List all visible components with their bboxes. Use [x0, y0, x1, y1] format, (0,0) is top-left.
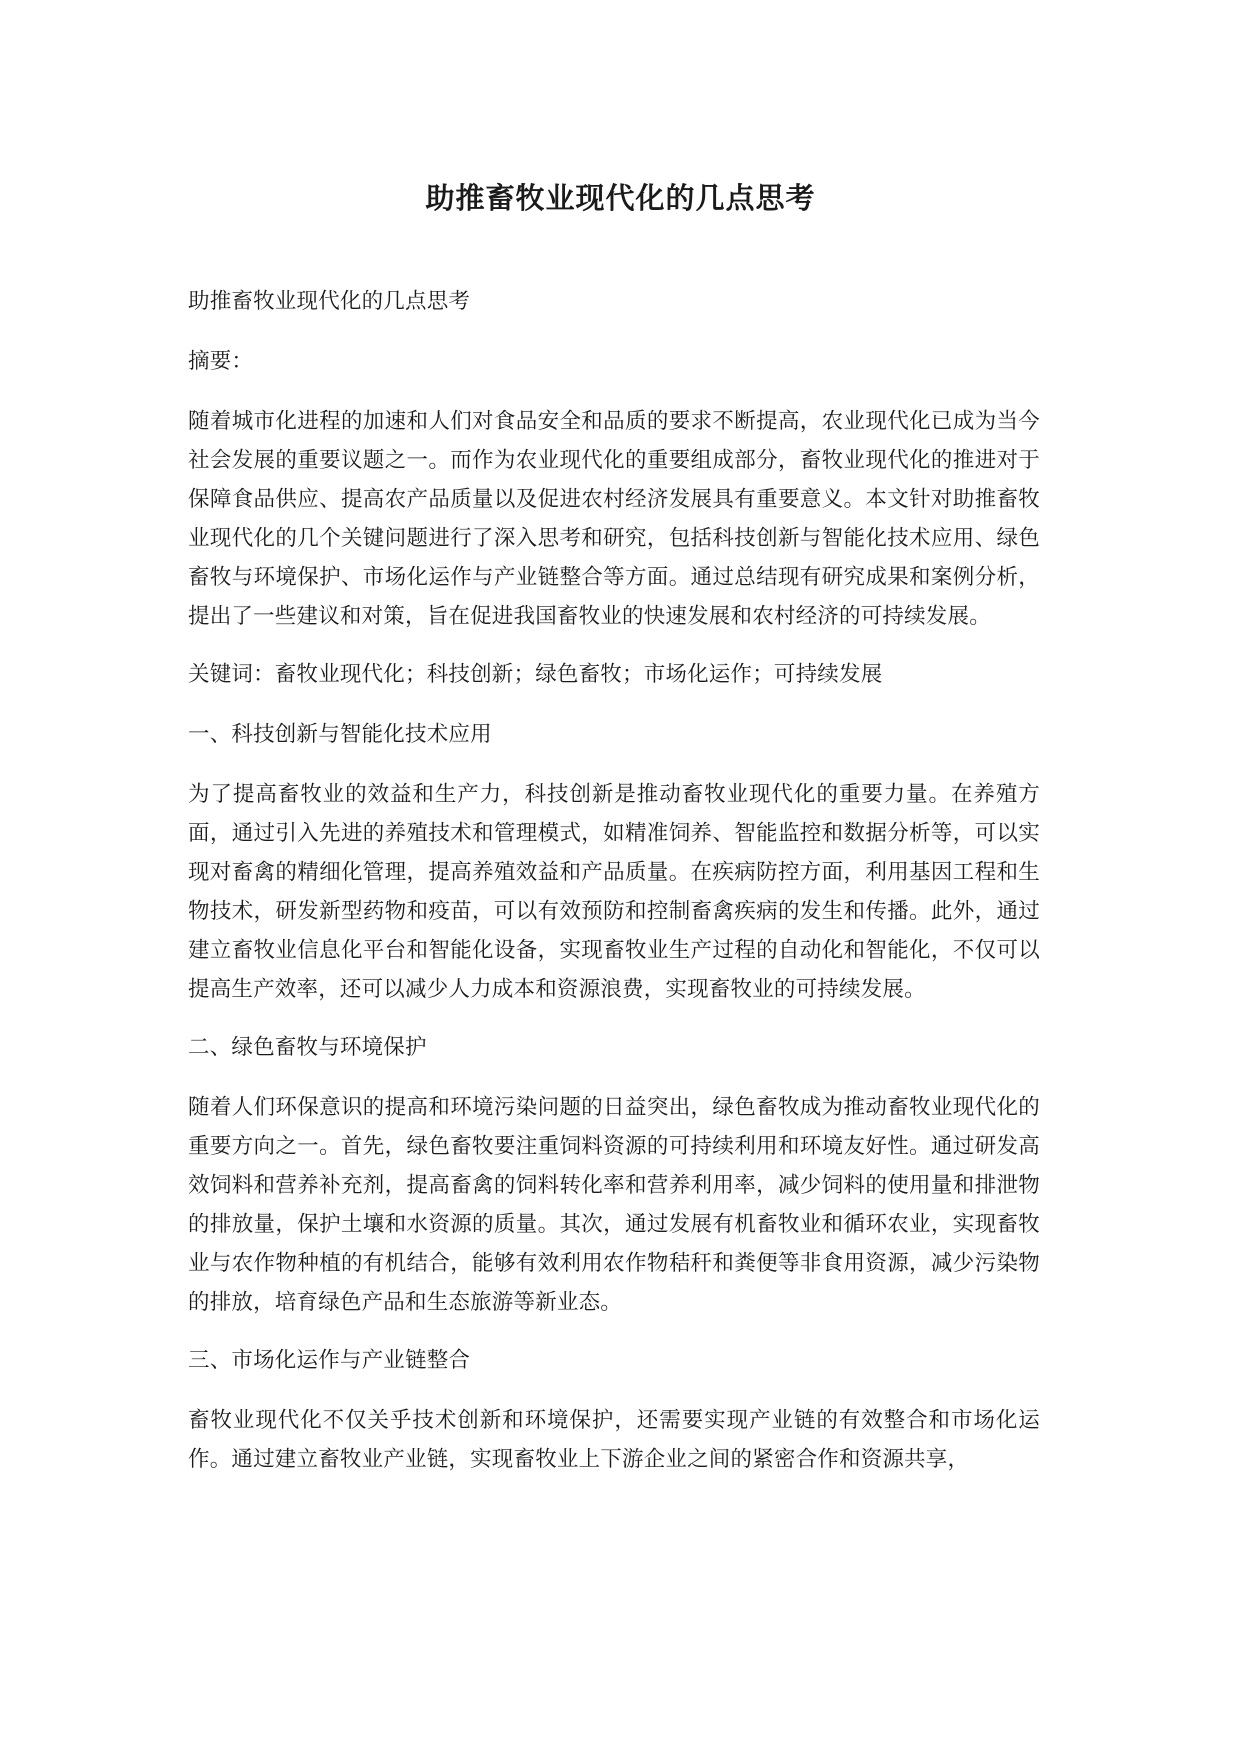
section-body-3: 畜牧业现代化不仅关乎技术创新和环境保护，还需要实现产业链的有效整合和市场化运作。通过建立畜牧业产业链，实现畜牧业上下游企业之间的紧密合作和资源共享， — [188, 1408, 1040, 1472]
abstract-label: 摘要： — [188, 349, 254, 374]
keywords-line: 关键词：畜牧业现代化；科技创新；绿色畜牧；市场化运作；可持续发展 — [188, 662, 883, 687]
abstract-paragraph: 随着城市化进程的加速和人们对食品安全和品质的要求不断提高，农业现代化已成为当今社会发展的重要议题之一。而作为农业现代化的重要组成部分，畜牧业现代化的推进对于保障食品供应、提高农产品质量以及促进农村经济发展具有重要意义。本文针对助推畜牧业现代化的几个关键问题进行了深入思考和研究，包括科技创新与智能化技术应用、绿色畜牧与环境保护、市场化运作与产业链整合等方面。通过总结现有研究成果和案例分析，提出了一些建议和对策，旨在促进我国畜牧业的快速发展和农村经济的可持续发展。 — [188, 409, 1040, 629]
section-body-2: 随着人们环保意识的提高和环境污染问题的日益突出，绿色畜牧成为推动畜牧业现代化的重要方向之一。首先，绿色畜牧要注重饲料资源的可持续利用和环境友好性。通过研发高效饲料和营养补充剂，提高畜禽的饲料转化率和营养利用率，减少饲料的使用量和排泄物的排放量，保护土壤和水资源的质量。其次，通过发展有机畜牧业和循环农业，实现畜牧业与农作物种植的有机结合，能够有效利用农作物秸秆和粪便等非食用资源，减少污染物的排放，培育绿色产品和生态旅游等新业态。 — [188, 1095, 1040, 1315]
document-body — [188, 282, 1040, 1498]
section-heading-2: 二、绿色畜牧与环境保护 — [188, 1035, 427, 1060]
section-body-1: 为了提高畜牧业的效益和生产力，科技创新是推动畜牧业现代化的重要力量。在养殖方面，通过引入先进的养殖技术和管理模式，如精准饲养、智能监控和数据分析等，可以实现对畜禽的精细化管理，提高养殖效益和产品质量。在疾病防控方面，利用基因工程和生物技术，研发新型药物和疫苗，可以有效预防和控制畜禽疾病的发生和传播。此外，通过建立畜牧业信息化平台和智能化设备，实现畜牧业生产过程的自动化和智能化，不仅可以提高生产效率，还可以减少人力成本和资源浪费，实现畜牧业的可持续发展。 — [188, 782, 1040, 1002]
document-subtitle: 助推畜牧业现代化的几点思考 — [188, 289, 471, 314]
section-heading-3: 三、市场化运作与产业链整合 — [188, 1348, 471, 1373]
document-title: 助推畜牧业现代化的几点思考 — [425, 181, 816, 215]
section-heading-1: 一、科技创新与智能化技术应用 — [188, 722, 492, 747]
